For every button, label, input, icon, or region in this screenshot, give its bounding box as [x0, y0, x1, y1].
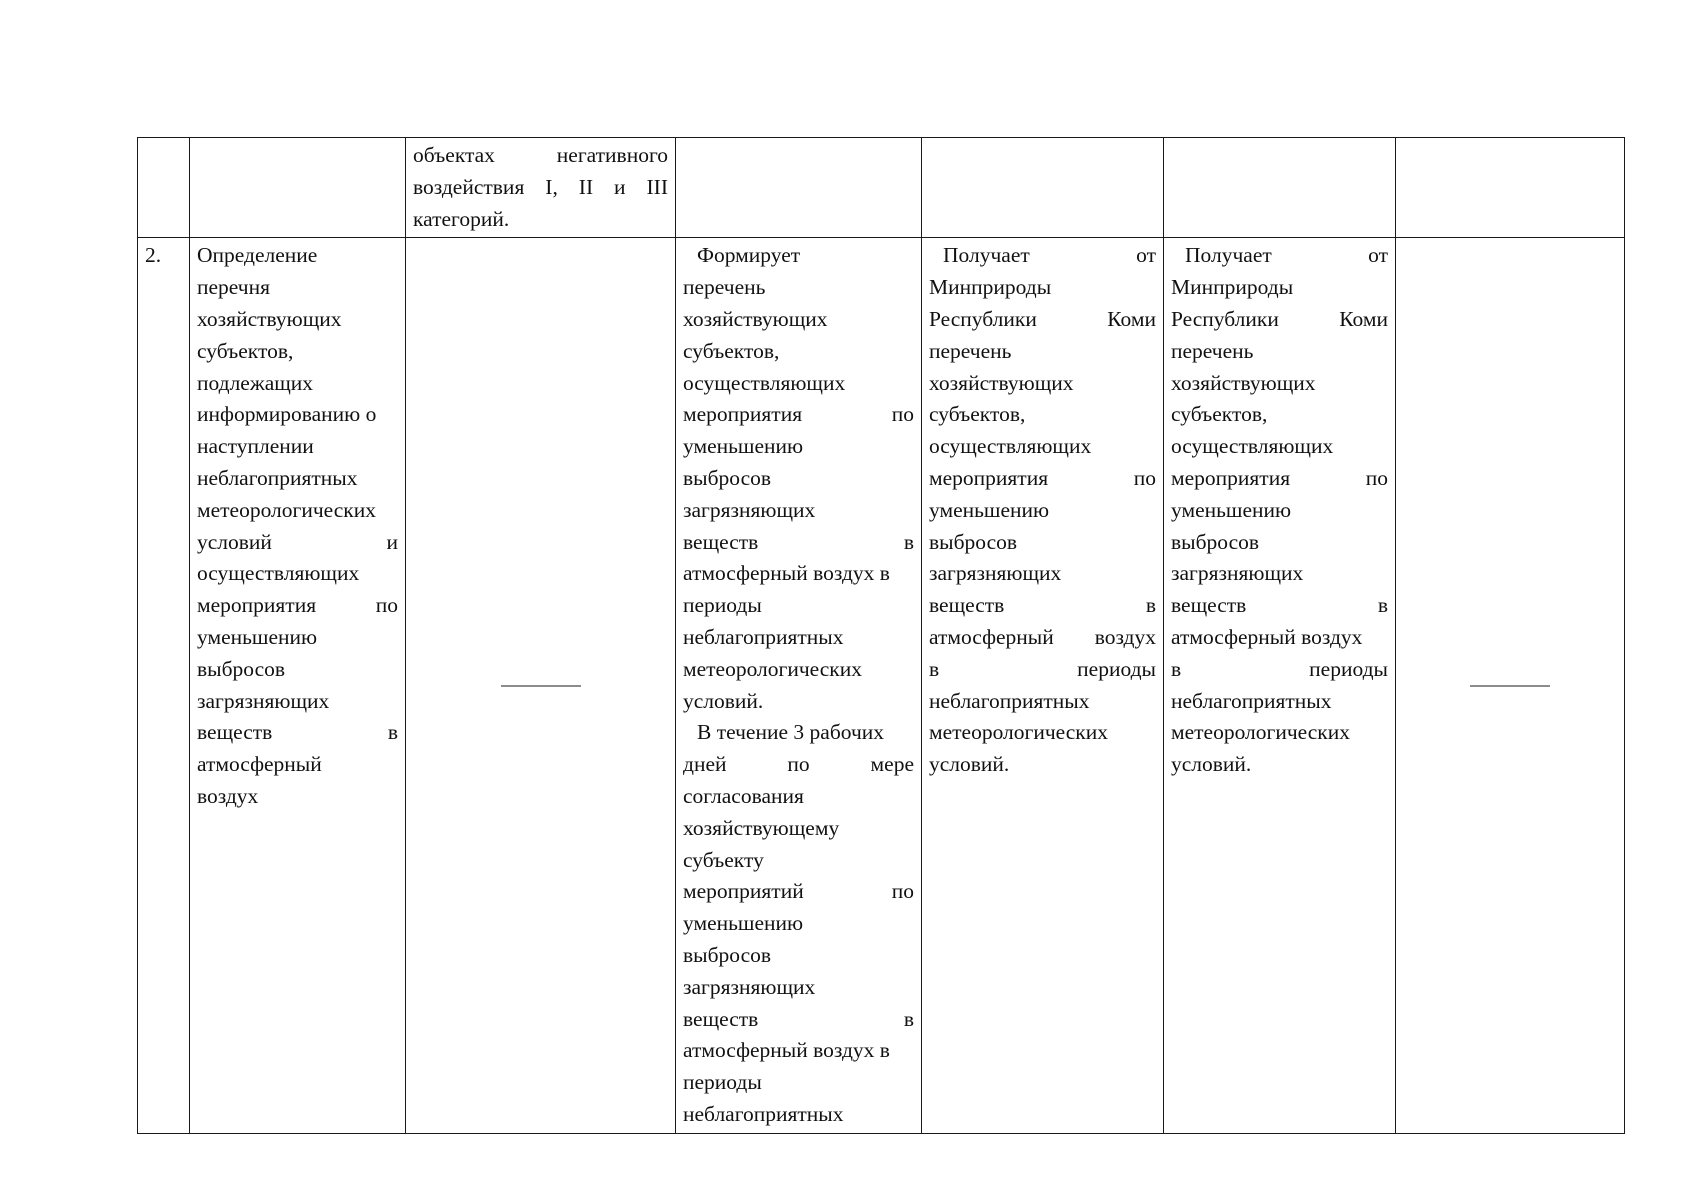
cell-text-line: уменьшению: [683, 911, 804, 936]
cell-number: [138, 138, 190, 238]
cell-text-line: условий.: [1171, 752, 1252, 777]
cell-col3: [406, 238, 676, 1133]
cell-text-line: хозяйствующих: [929, 370, 1074, 395]
cell-text-line: мероприятий по: [683, 879, 914, 904]
cell-text-line: условий.: [683, 688, 764, 713]
cell-name: [190, 238, 406, 1133]
cell-text-line: выбросов: [683, 942, 772, 967]
cell-text-line: неблагоприятных: [1171, 688, 1332, 713]
cell-text-line: неблагоприятных: [197, 465, 358, 490]
cell-col6: [1164, 238, 1396, 1133]
cell-text-line: осуществляющих: [683, 370, 846, 395]
cell-text-line: загрязняющих: [197, 688, 330, 713]
cell-text-line: неблагоприятных: [929, 688, 1090, 713]
cell-text-line: хозяйствующему: [683, 815, 840, 840]
cell-text-line: наступлении: [197, 434, 314, 459]
cell-text-line: хозяйствующих: [197, 306, 342, 331]
cell-text-line: веществ в: [683, 1006, 914, 1031]
cell-text-line: согласования: [683, 783, 804, 808]
cell-number: [138, 238, 190, 1133]
cell-col7: [1396, 238, 1625, 1133]
cell-text-line: перечень: [683, 275, 766, 300]
cell-name: [190, 138, 406, 238]
cell-col5: [922, 238, 1164, 1133]
cell-text-line: метеорологических: [929, 720, 1108, 745]
cell-text-line: мероприятия по: [683, 402, 914, 427]
cell-text-line: условий и: [197, 529, 398, 554]
cell-text-line: Республики Коми: [1171, 306, 1388, 331]
cell-text-line: информированию о: [197, 402, 377, 427]
cell-col7: [1396, 138, 1625, 238]
cell-text-line: категорий.: [413, 206, 510, 231]
cell-text-line: В течение 3 рабочих: [697, 720, 885, 745]
cell-text-line: субъекту: [683, 847, 764, 872]
cell-text-line: осуществляющих: [197, 561, 360, 586]
cell-text-line: уменьшению: [929, 497, 1050, 522]
cell-text-line: уменьшению: [197, 624, 318, 649]
row-number: 2.: [145, 243, 162, 268]
cell-text-line: выбросов: [1171, 529, 1260, 554]
cell-text-line: воздействия I, II и III: [413, 174, 668, 199]
cell-text-line: субъектов,: [1171, 402, 1268, 427]
cell-text-line: метеорологических: [1171, 720, 1350, 745]
cell-text-line: атмосферный воздух: [929, 624, 1156, 649]
cell-text-line: атмосферный воздух в: [683, 561, 890, 586]
cell-text-line: Республики Коми: [929, 306, 1156, 331]
cell-text-line: перечня: [197, 275, 271, 300]
cell-text-line: условий.: [929, 752, 1010, 777]
cell-text-line: осуществляющих: [929, 434, 1092, 459]
cell-text-line: в периоды: [929, 656, 1156, 681]
cell-col4: [676, 238, 922, 1133]
cell-text-line: субъектов,: [929, 402, 1026, 427]
cell-text-line: хозяйствующих: [683, 306, 828, 331]
cell-text-line: мероприятия по: [929, 465, 1156, 490]
cell-text-line: загрязняющих: [929, 561, 1062, 586]
cell-text-line: загрязняющих: [1171, 561, 1304, 586]
cell-text-line: субъектов,: [683, 338, 780, 363]
cell-text-line: метеорологических: [683, 656, 862, 681]
cell-text-line: Получает от: [943, 243, 1156, 268]
cell-text-line: воздух: [197, 783, 259, 808]
cell-text-line: мероприятия по: [1171, 465, 1388, 490]
cell-text-line: выбросов: [197, 656, 286, 681]
cell-text-line: загрязняющих: [683, 974, 816, 999]
cell-text-line: уменьшению: [1171, 497, 1292, 522]
cell-text-line: подлежащих: [197, 370, 314, 395]
table-row-2: [138, 238, 1625, 1133]
cell-text-line: атмосферный: [197, 752, 322, 777]
cell-text-line: Минприроды: [929, 275, 1052, 300]
cell-text-line: Определение: [197, 243, 318, 268]
cell-text-line: субъектов,: [197, 338, 294, 363]
cell-text-line: веществ в: [929, 593, 1156, 618]
empty-dash: [1470, 685, 1550, 686]
cell-col4: [676, 138, 922, 238]
cell-text-line: Минприроды: [1171, 275, 1294, 300]
cell-text-line: периоды: [683, 1070, 762, 1095]
cell-col3: [406, 138, 676, 238]
cell-text-line: в периоды: [1171, 656, 1388, 681]
cell-text-line: выбросов: [929, 529, 1018, 554]
cell-text-line: веществ в: [1171, 593, 1388, 618]
cell-text-line: неблагоприятных: [683, 1101, 844, 1126]
cell-text-line: периоды: [683, 593, 762, 618]
cell-text-line: веществ в: [683, 529, 914, 554]
cell-col6: [1164, 138, 1396, 238]
cell-text-line: Получает от: [1185, 243, 1388, 268]
empty-dash: [501, 685, 581, 686]
cell-text-line: перечень: [1171, 338, 1254, 363]
cell-text-line: объектах негативного: [413, 143, 668, 167]
cell-text-line: атмосферный воздух: [1171, 624, 1363, 649]
cell-text-line: неблагоприятных: [683, 624, 844, 649]
cell-text-line: уменьшению: [683, 434, 804, 459]
cell-text-line: атмосферный воздух в: [683, 1038, 890, 1063]
cell-text-line: дней по мере: [683, 752, 914, 777]
cell-text-line: веществ в: [197, 720, 398, 745]
cell-text-line: осуществляющих: [1171, 434, 1334, 459]
cell-text-line: выбросов: [683, 465, 772, 490]
procedure-table: [137, 137, 1625, 1134]
table-row-continuation: [138, 138, 1625, 238]
cell-text-line: перечень: [929, 338, 1012, 363]
cell-text-line: загрязняющих: [683, 497, 816, 522]
cell-text-line: мероприятия по: [197, 593, 398, 618]
cell-text-line: метеорологических: [197, 497, 376, 522]
cell-text-line: хозяйствующих: [1171, 370, 1316, 395]
cell-text-line: Формирует: [697, 243, 801, 268]
cell-col5: [922, 138, 1164, 238]
